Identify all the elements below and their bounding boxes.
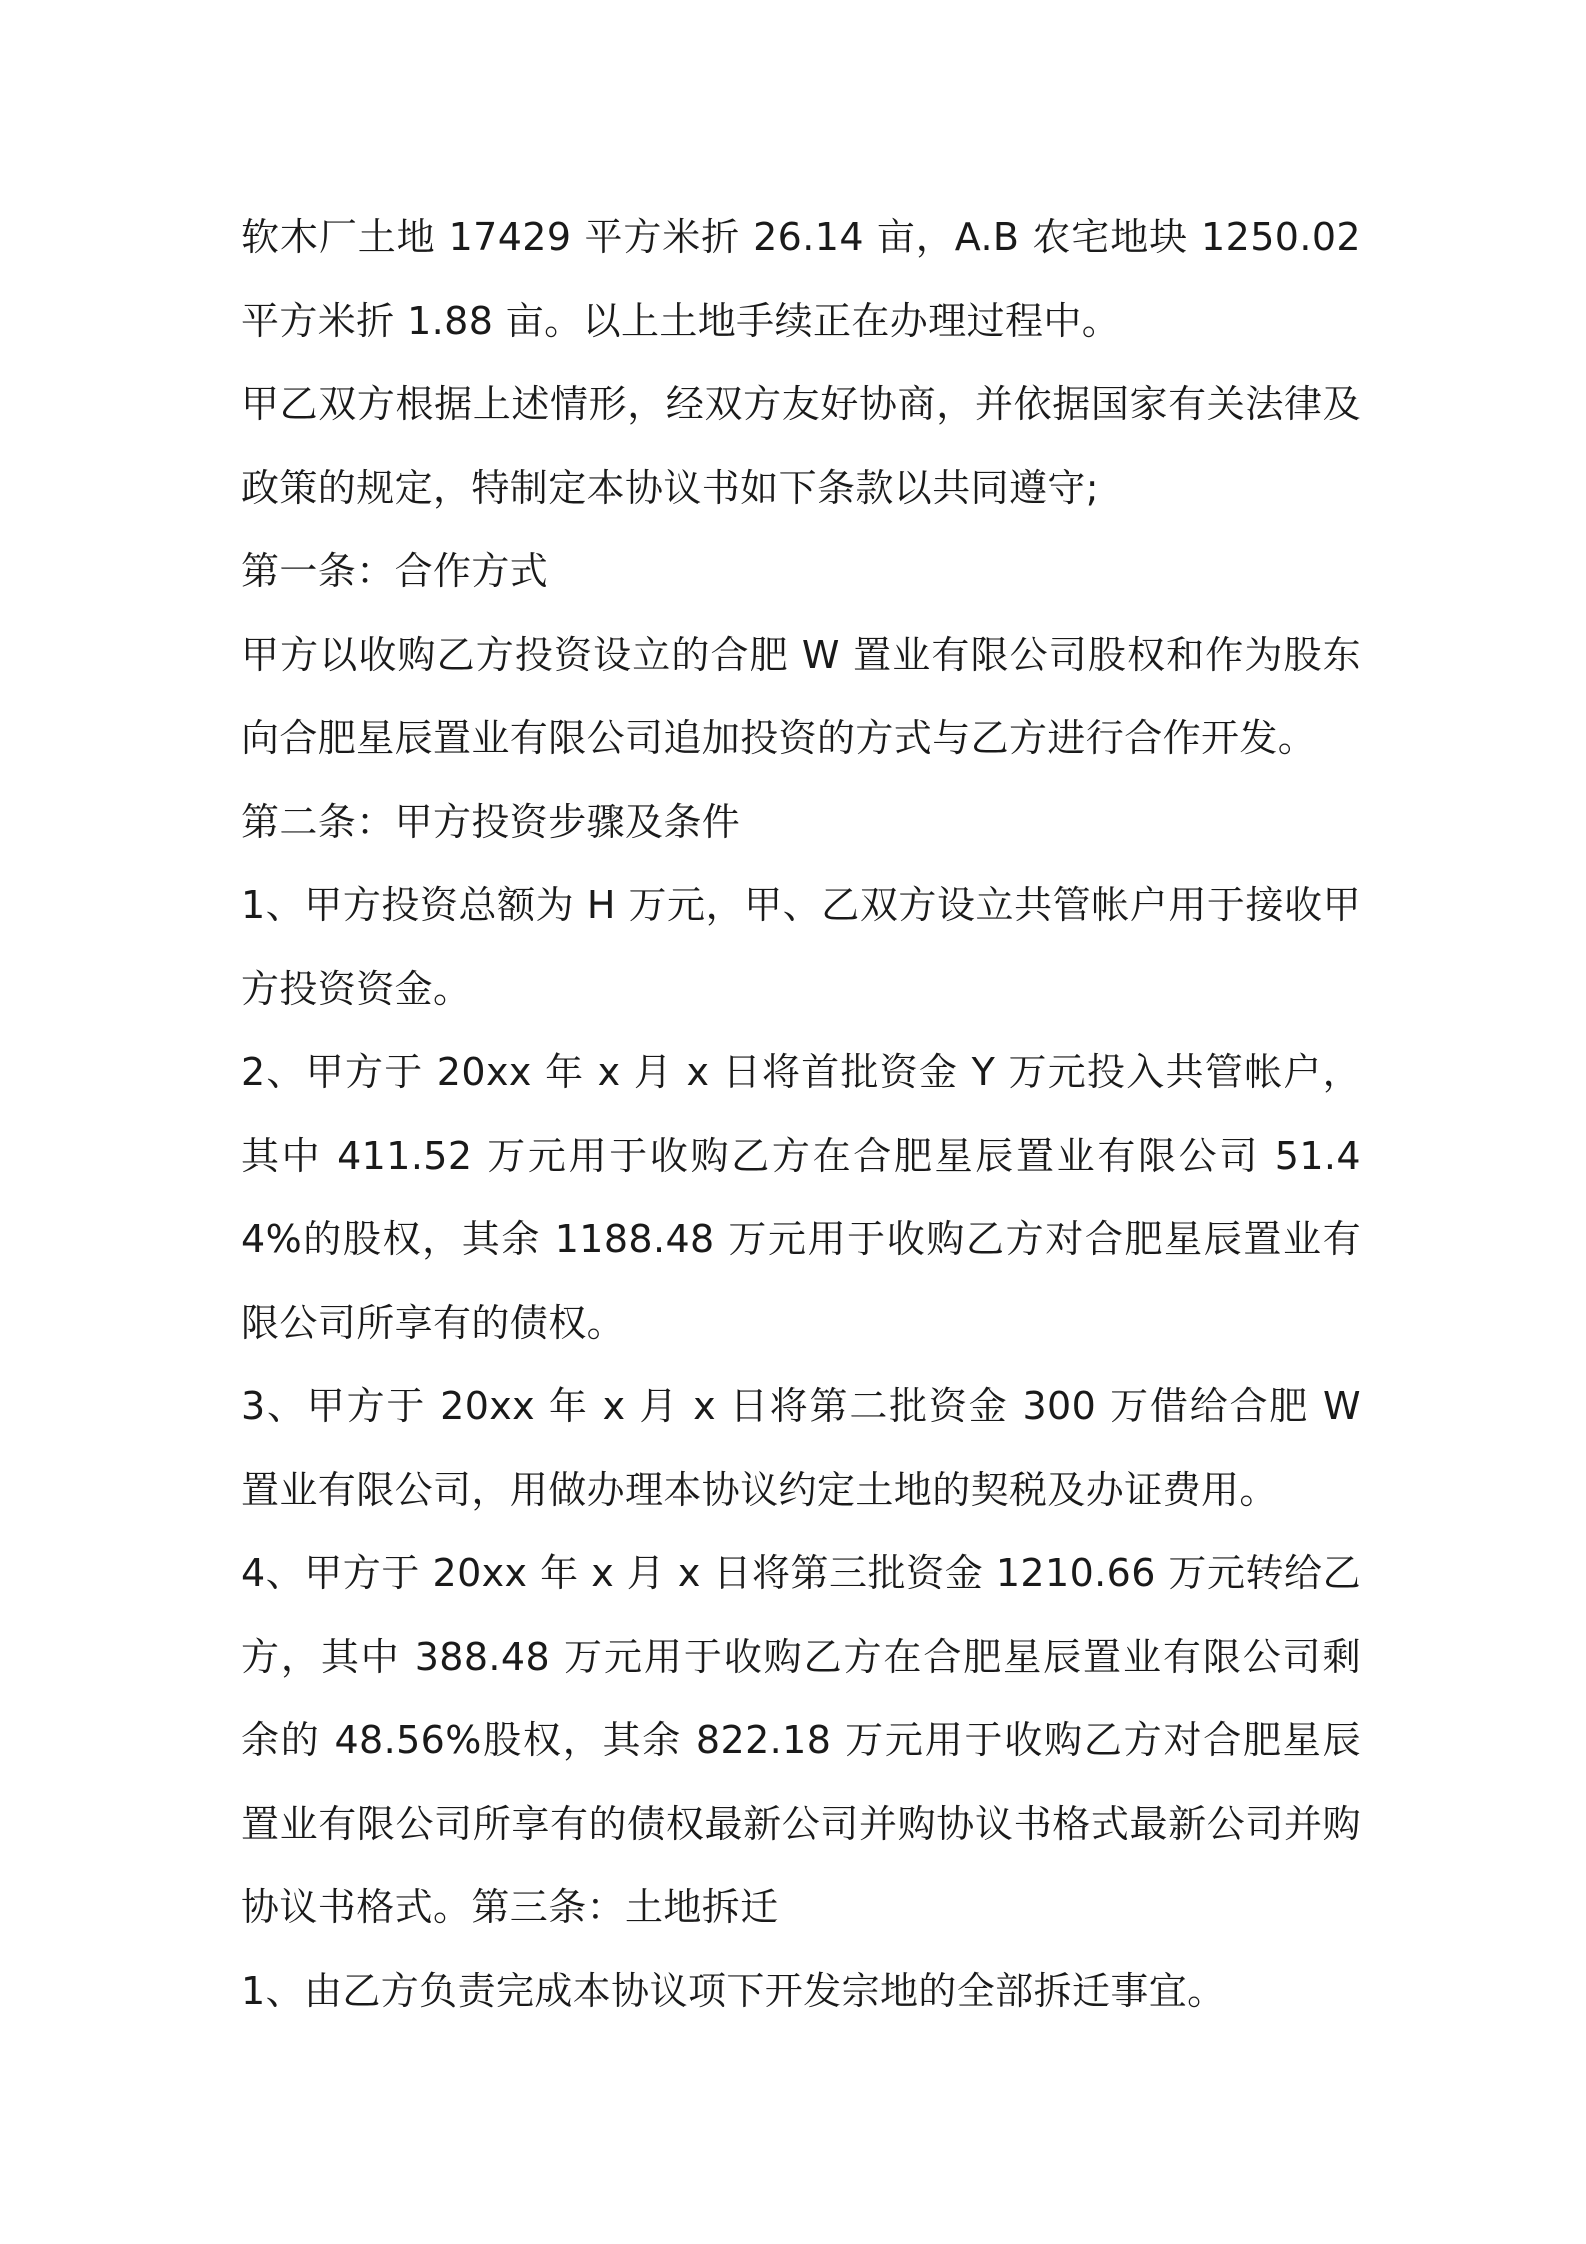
clause-2-1: 1、甲方投资总额为 H 万元，甲、乙双方设立共管帐户用于接收甲方投资资金。: [241, 883, 1361, 1011]
paragraph-cooperation-method: 甲方以收购乙方投资设立的合肥 W 置业有限公司股权和作为股东向合肥星辰置业有限公司追加投资的方式与乙方进行合作开发。: [241, 632, 1361, 760]
clause-3-1: 1、由乙方负责完成本协议项下开发宗地的全部拆迁事宜。: [241, 1968, 1226, 2013]
clause-2-2: 2、甲方于 20xx 年 x 月 x 日将首批资金 Y 万元投入共管帐户，其中 411.52 万元用于收购乙方在合肥星辰置业有限公司 51.44%的股权，其余 1188.48 万元用于收购乙方对合肥星辰置业有限公司所享有的债权。: [241, 1050, 1361, 1345]
article-1-heading: 第一条：合作方式: [241, 549, 549, 593]
paragraph-agreement-basis: 甲乙双方根据上述情形，经双方友好协商，并依据国家有关法律及政策的规定，特制定本协议书如下条款以共同遵守;: [241, 382, 1361, 510]
clause-2-3: 3、甲方于 20xx 年 x 月 x 日将第二批资金 300 万借给合肥 W 置业有限公司，用做办理本协议约定土地的契税及办证费用。: [241, 1384, 1361, 1512]
document-body: [241, 196, 1361, 2033]
paragraph-land-area: 软木厂土地 17429 平方米折 26.14 亩，A.B 农宅地块 1250.02 平方米折 1.88 亩。以上土地手续正在办理过程中。: [241, 215, 1361, 343]
article-2-heading: 第二条：甲方投资步骤及条件: [241, 799, 741, 844]
clause-2-4: 4、甲方于 20xx 年 x 月 x 日将第三批资金 1210.66 万元转给乙方，其中 388.48 万元用于收购乙方在合肥星辰置业有限公司剩余的 48.56%股权，其余 822.18 万元用于收购乙方对合肥星辰置业有限公司所享有的债权最新公司并购协议书格式最新公司并购协议书格式。第三条：土地拆迁: [241, 1551, 1361, 1929]
